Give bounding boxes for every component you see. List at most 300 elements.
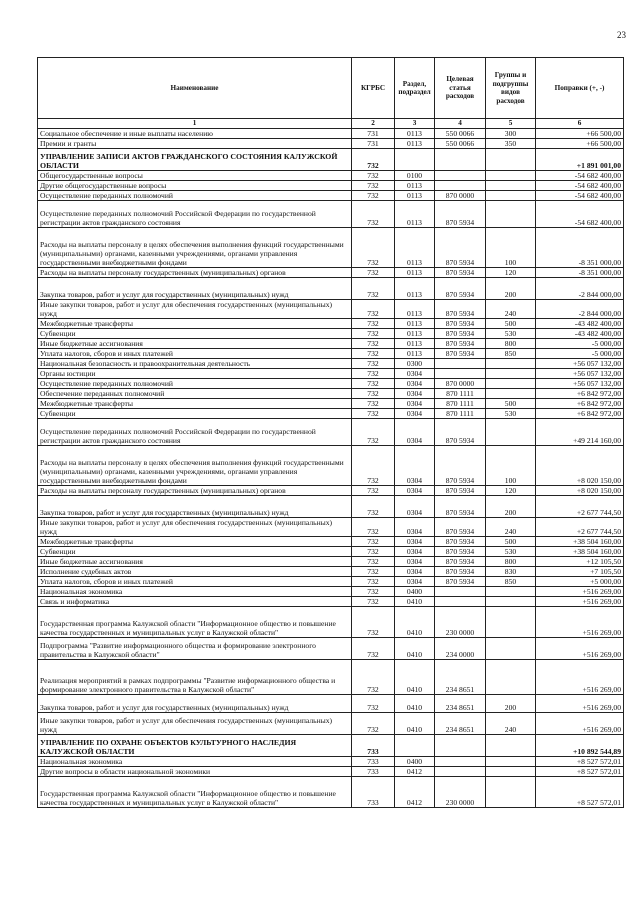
header-amendments: Поправки (+, -) [536, 58, 624, 119]
table-row [38, 537, 624, 547]
table-row [38, 228, 624, 268]
cell-section: 0113 [395, 268, 435, 278]
cell-name: Национальная экономика [38, 757, 352, 767]
cell-target [435, 597, 486, 607]
cell-group [486, 638, 536, 660]
cell-section: 0300 [395, 359, 435, 369]
table-header-row [38, 58, 624, 119]
cell-amount: +49 214 160,00 [536, 419, 624, 446]
cell-target: 870 5934 [435, 201, 486, 228]
budget-amendments-table [37, 57, 624, 808]
cell-name: Органы юстиции [38, 369, 352, 379]
col-number: 5 [486, 119, 536, 129]
cell-amount: +2 677 744,50 [536, 496, 624, 518]
cell-kgrbs: 732 [352, 547, 395, 557]
cell-amount: -5 000,00 [536, 349, 624, 359]
cell-section: 0304 [395, 419, 435, 446]
cell-target: 870 5934 [435, 547, 486, 557]
cell-name: Иные бюджетные ассигнования [38, 557, 352, 567]
cell-section: 0412 [395, 767, 435, 777]
cell-amount: -54 682 400,00 [536, 171, 624, 181]
col-number: 1 [38, 119, 352, 129]
cell-group [486, 660, 536, 695]
cell-target: 870 5934 [435, 228, 486, 268]
cell-section: 0304 [395, 379, 435, 389]
table-row [38, 399, 624, 409]
cell-amount: +12 105,50 [536, 557, 624, 567]
cell-target: 230 0000 [435, 607, 486, 638]
cell-name: Расходы на выплаты персоналу в целях обеспечения выполнения функций государственными (муниципальными) органами, казенными учреждениями, органами управления государственными внебюджетными фондами [38, 228, 352, 268]
table-row [38, 695, 624, 713]
cell-section: 0410 [395, 597, 435, 607]
cell-name: Осуществление переданных полномочий Российской Федерации по государственной регистрации актов гражданского состояния [38, 419, 352, 446]
cell-amount: -43 482 400,00 [536, 319, 624, 329]
cell-target [435, 359, 486, 369]
cell-amount: +6 842 972,00 [536, 409, 624, 419]
cell-section: 0304 [395, 496, 435, 518]
cell-group: 830 [486, 567, 536, 577]
cell-kgrbs: 732 [352, 409, 395, 419]
cell-group: 240 [486, 518, 536, 537]
cell-amount: +516 269,00 [536, 638, 624, 660]
cell-section: 0410 [395, 607, 435, 638]
table-row [38, 129, 624, 139]
table-row [38, 735, 624, 757]
cell-name: Обеспечение переданных полномочий [38, 389, 352, 399]
cell-name: Субвенции [38, 547, 352, 557]
cell-target [435, 587, 486, 597]
cell-name: УПРАВЛЕНИЕ ПО ОХРАНЕ ОБЪЕКТОВ КУЛЬТУРНОГО НАСЛЕДИЯ КАЛУЖСКОЙ ОБЛАСТИ [38, 735, 352, 757]
cell-section: 0304 [395, 389, 435, 399]
cell-target [435, 757, 486, 767]
table-row [38, 329, 624, 339]
cell-target: 234 8651 [435, 695, 486, 713]
cell-name: Иные закупки товаров, работ и услуг для обеспечения государственных (муниципальных) нужд [38, 518, 352, 537]
header-groups: Группы и подгруппы видов расходов [486, 58, 536, 119]
table-row [38, 278, 624, 300]
cell-group: 200 [486, 278, 536, 300]
cell-kgrbs: 732 [352, 557, 395, 567]
table-row [38, 557, 624, 567]
cell-amount: -8 351 000,00 [536, 228, 624, 268]
cell-group [486, 607, 536, 638]
cell-target [435, 149, 486, 171]
cell-kgrbs: 732 [352, 695, 395, 713]
cell-name: Другие вопросы в области национальной экономики [38, 767, 352, 777]
cell-kgrbs: 732 [352, 389, 395, 399]
cell-target: 870 5934 [435, 496, 486, 518]
cell-name: Иные бюджетные ассигнования [38, 339, 352, 349]
cell-amount: +6 842 972,00 [536, 399, 624, 409]
cell-target: 870 5934 [435, 567, 486, 577]
col-number: 2 [352, 119, 395, 129]
cell-group [486, 171, 536, 181]
cell-name: Закупка товаров, работ и услуг для государственных (муниципальных) нужд [38, 278, 352, 300]
cell-amount: +516 269,00 [536, 607, 624, 638]
cell-name: Социальное обеспечение и иные выплаты населению [38, 129, 352, 139]
cell-target: 870 5934 [435, 537, 486, 547]
cell-kgrbs: 732 [352, 349, 395, 359]
cell-amount: +8 527 572,01 [536, 757, 624, 767]
cell-group [486, 359, 536, 369]
cell-name: УПРАВЛЕНИЕ ЗАПИСИ АКТОВ ГРАЖДАНСКОГО СОСТОЯНИЯ КАЛУЖСКОЙ ОБЛАСТИ [38, 149, 352, 171]
cell-amount: +8 527 572,01 [536, 777, 624, 808]
cell-section: 0412 [395, 777, 435, 808]
cell-amount: +8 020 150,00 [536, 446, 624, 486]
cell-section: 0100 [395, 171, 435, 181]
table-row [38, 777, 624, 808]
cell-amount: +56 057 132,00 [536, 379, 624, 389]
cell-target: 870 5934 [435, 278, 486, 300]
cell-kgrbs: 732 [352, 567, 395, 577]
table-row [38, 607, 624, 638]
cell-section: 0113 [395, 319, 435, 329]
cell-section: 0304 [395, 446, 435, 486]
cell-amount: +38 504 160,00 [536, 537, 624, 547]
cell-name: Закупка товаров, работ и услуг для государственных (муниципальных) нужд [38, 496, 352, 518]
cell-kgrbs: 733 [352, 767, 395, 777]
cell-section: 0113 [395, 201, 435, 228]
table-row [38, 577, 624, 587]
cell-kgrbs: 732 [352, 228, 395, 268]
cell-kgrbs: 732 [352, 399, 395, 409]
cell-kgrbs: 732 [352, 587, 395, 597]
cell-kgrbs: 732 [352, 329, 395, 339]
cell-kgrbs: 733 [352, 757, 395, 767]
cell-section: 0400 [395, 757, 435, 767]
cell-target: 870 5934 [435, 329, 486, 339]
page-number: 23 [617, 30, 626, 40]
cell-amount: +516 269,00 [536, 713, 624, 735]
cell-amount: -54 682 400,00 [536, 201, 624, 228]
cell-section: 0113 [395, 349, 435, 359]
cell-group: 100 [486, 446, 536, 486]
cell-kgrbs: 732 [352, 369, 395, 379]
cell-kgrbs: 732 [352, 446, 395, 486]
cell-amount: +56 057 132,00 [536, 359, 624, 369]
cell-name: Общегосударственные вопросы [38, 171, 352, 181]
cell-target: 870 0000 [435, 191, 486, 201]
table-row [38, 201, 624, 228]
cell-name: Связь и информатика [38, 597, 352, 607]
table-row [38, 389, 624, 399]
cell-target [435, 767, 486, 777]
table-row [38, 496, 624, 518]
col-number: 6 [536, 119, 624, 129]
cell-kgrbs: 732 [352, 496, 395, 518]
table-row [38, 767, 624, 777]
cell-group: 530 [486, 547, 536, 557]
table-row [38, 713, 624, 735]
cell-kgrbs: 731 [352, 139, 395, 149]
cell-name: Субвенции [38, 409, 352, 419]
cell-group [486, 597, 536, 607]
cell-kgrbs: 733 [352, 735, 395, 757]
cell-group: 350 [486, 139, 536, 149]
cell-section: 0304 [395, 537, 435, 547]
cell-target: 870 5934 [435, 349, 486, 359]
table-row [38, 660, 624, 695]
cell-name: Реализация мероприятий в рамках подпрограммы "Развитие информационного общества и формирование электронного правительства в Калужской области" [38, 660, 352, 695]
cell-target: 870 5934 [435, 319, 486, 329]
table-row [38, 319, 624, 329]
cell-section [395, 149, 435, 171]
cell-name: Уплата налогов, сборов и иных платежей [38, 349, 352, 359]
cell-kgrbs: 732 [352, 149, 395, 171]
cell-target: 870 5934 [435, 268, 486, 278]
cell-target: 870 5934 [435, 486, 486, 496]
cell-group [486, 379, 536, 389]
table-row [38, 369, 624, 379]
cell-amount: +516 269,00 [536, 695, 624, 713]
cell-group: 200 [486, 695, 536, 713]
cell-group [486, 735, 536, 757]
cell-name: Национальная безопасность и правоохранительная деятельность [38, 359, 352, 369]
cell-target: 870 5934 [435, 577, 486, 587]
cell-name: Национальная экономика [38, 587, 352, 597]
cell-target: 550 0066 [435, 129, 486, 139]
cell-target: 870 5934 [435, 446, 486, 486]
cell-section: 0113 [395, 339, 435, 349]
cell-group: 120 [486, 486, 536, 496]
cell-section: 0304 [395, 518, 435, 537]
cell-target: 234 0000 [435, 638, 486, 660]
cell-name: Государственная программа Калужской области "Информационное общество и повышение качества государственных и муниципальных услуг в Калужской области" [38, 777, 352, 808]
cell-group [486, 181, 536, 191]
cell-target: 870 0000 [435, 379, 486, 389]
cell-name: Осуществление переданных полномочий [38, 379, 352, 389]
cell-kgrbs: 732 [352, 419, 395, 446]
table-row [38, 181, 624, 191]
table-row [38, 419, 624, 446]
cell-group: 500 [486, 319, 536, 329]
cell-group: 530 [486, 409, 536, 419]
table-row [38, 300, 624, 319]
cell-section: 0113 [395, 228, 435, 268]
cell-group [486, 149, 536, 171]
cell-group [486, 201, 536, 228]
table-row [38, 518, 624, 537]
cell-group [486, 777, 536, 808]
cell-target [435, 171, 486, 181]
cell-kgrbs: 732 [352, 268, 395, 278]
cell-group: 120 [486, 268, 536, 278]
table-row [38, 587, 624, 597]
cell-amount: -2 844 000,00 [536, 278, 624, 300]
cell-target: 234 8651 [435, 713, 486, 735]
cell-name: Государственная программа Калужской области "Информационное общество и повышение качества государственных и муниципальных услуг в Калужской области" [38, 607, 352, 638]
cell-target: 870 5934 [435, 518, 486, 537]
cell-section: 0304 [395, 577, 435, 587]
cell-section: 0304 [395, 567, 435, 577]
cell-section: 0410 [395, 660, 435, 695]
cell-section: 0410 [395, 638, 435, 660]
cell-section: 0304 [395, 486, 435, 496]
table-row [38, 191, 624, 201]
table-row [38, 409, 624, 419]
cell-amount: -43 482 400,00 [536, 329, 624, 339]
cell-kgrbs: 732 [352, 638, 395, 660]
table-row [38, 486, 624, 496]
cell-group: 200 [486, 496, 536, 518]
cell-amount: +1 891 001,00 [536, 149, 624, 171]
table-row [38, 379, 624, 389]
cell-target: 234 8651 [435, 660, 486, 695]
cell-amount: +10 892 544,89 [536, 735, 624, 757]
cell-kgrbs: 732 [352, 518, 395, 537]
col-number: 4 [435, 119, 486, 129]
cell-group: 800 [486, 557, 536, 567]
cell-target: 870 1111 [435, 389, 486, 399]
cell-name: Исполнение судебных актов [38, 567, 352, 577]
cell-target: 550 0066 [435, 139, 486, 149]
cell-kgrbs: 732 [352, 359, 395, 369]
header-name: Наименование [38, 58, 352, 119]
cell-target: 870 1111 [435, 399, 486, 409]
cell-section: 0410 [395, 695, 435, 713]
cell-kgrbs: 732 [352, 278, 395, 300]
cell-group: 500 [486, 537, 536, 547]
cell-amount: -54 682 400,00 [536, 191, 624, 201]
cell-group [486, 587, 536, 597]
cell-group [486, 389, 536, 399]
cell-amount: +516 269,00 [536, 587, 624, 597]
cell-group: 240 [486, 300, 536, 319]
cell-name: Другие общегосударственные вопросы [38, 181, 352, 191]
cell-name: Межбюджетные трансферты [38, 319, 352, 329]
cell-section: 0304 [395, 409, 435, 419]
table-row [38, 359, 624, 369]
cell-section: 0113 [395, 181, 435, 191]
cell-target: 870 5934 [435, 339, 486, 349]
cell-section: 0113 [395, 191, 435, 201]
cell-group: 240 [486, 713, 536, 735]
cell-amount: -2 844 000,00 [536, 300, 624, 319]
cell-amount: +66 500,00 [536, 139, 624, 149]
cell-kgrbs: 732 [352, 607, 395, 638]
table-row [38, 597, 624, 607]
cell-section: 0113 [395, 139, 435, 149]
cell-group: 800 [486, 339, 536, 349]
cell-kgrbs: 732 [352, 379, 395, 389]
table-row [38, 446, 624, 486]
cell-name: Расходы на выплаты персоналу государственных (муниципальных) органов [38, 268, 352, 278]
cell-name: Расходы на выплаты персоналу государственных (муниципальных) органов [38, 486, 352, 496]
cell-kgrbs: 732 [352, 486, 395, 496]
cell-kgrbs: 732 [352, 537, 395, 547]
cell-kgrbs: 732 [352, 597, 395, 607]
cell-name: Осуществление переданных полномочий Российской Федерации по государственной регистрации актов гражданского состояния [38, 201, 352, 228]
cell-section: 0113 [395, 329, 435, 339]
table-row [38, 757, 624, 767]
cell-name: Межбюджетные трансферты [38, 399, 352, 409]
cell-target: 870 1111 [435, 409, 486, 419]
cell-name: Субвенции [38, 329, 352, 339]
cell-name: Подпрограмма "Развитие информационного общества и формирование электронного правительства в Калужской области" [38, 638, 352, 660]
cell-kgrbs: 732 [352, 300, 395, 319]
cell-target: 870 5934 [435, 300, 486, 319]
cell-amount: -8 351 000,00 [536, 268, 624, 278]
cell-name: Межбюджетные трансферты [38, 537, 352, 547]
cell-group: 100 [486, 228, 536, 268]
cell-name: Иные закупки товаров, работ и услуг для обеспечения государственных (муниципальных) нужд [38, 713, 352, 735]
cell-group [486, 369, 536, 379]
cell-kgrbs: 732 [352, 191, 395, 201]
cell-target: 230 0000 [435, 777, 486, 808]
cell-target [435, 735, 486, 757]
cell-target: 870 5934 [435, 419, 486, 446]
cell-amount: +6 842 972,00 [536, 389, 624, 399]
cell-amount: +5 000,00 [536, 577, 624, 587]
cell-section: 0304 [395, 547, 435, 557]
cell-amount: -5 000,00 [536, 339, 624, 349]
cell-group: 850 [486, 577, 536, 587]
cell-name: Уплата налогов, сборов и иных платежей [38, 577, 352, 587]
cell-amount: +8 020 150,00 [536, 486, 624, 496]
cell-group: 850 [486, 349, 536, 359]
cell-kgrbs: 731 [352, 129, 395, 139]
cell-kgrbs: 732 [352, 181, 395, 191]
table-row [38, 139, 624, 149]
cell-name: Иные закупки товаров, работ и услуг для обеспечения государственных (муниципальных) нужд [38, 300, 352, 319]
cell-amount: +516 269,00 [536, 660, 624, 695]
cell-target [435, 181, 486, 191]
cell-target [435, 369, 486, 379]
cell-section: 0113 [395, 129, 435, 139]
header-kgrbs: КГРБС [352, 58, 395, 119]
table-row [38, 149, 624, 171]
cell-name: Закупка товаров, работ и услуг для государственных (муниципальных) нужд [38, 695, 352, 713]
cell-group [486, 419, 536, 446]
table-row [38, 268, 624, 278]
cell-section: 0400 [395, 587, 435, 597]
cell-amount: +2 677 744,50 [536, 518, 624, 537]
cell-group: 300 [486, 129, 536, 139]
table-row [38, 547, 624, 557]
table-body [38, 129, 624, 808]
cell-kgrbs: 732 [352, 201, 395, 228]
cell-kgrbs: 733 [352, 777, 395, 808]
cell-kgrbs: 732 [352, 339, 395, 349]
cell-amount: +7 105,50 [536, 567, 624, 577]
cell-amount: +38 504 160,00 [536, 547, 624, 557]
cell-section: 0304 [395, 369, 435, 379]
cell-group [486, 757, 536, 767]
column-numbers-row [38, 119, 624, 129]
cell-section: 0113 [395, 278, 435, 300]
col-number: 3 [395, 119, 435, 129]
cell-section: 0304 [395, 557, 435, 567]
cell-group [486, 191, 536, 201]
cell-amount: -54 682 400,00 [536, 181, 624, 191]
cell-group: 500 [486, 399, 536, 409]
table-row [38, 638, 624, 660]
cell-name: Премии и гранты [38, 139, 352, 149]
cell-kgrbs: 732 [352, 171, 395, 181]
table-row [38, 567, 624, 577]
cell-group [486, 767, 536, 777]
cell-target: 870 5934 [435, 557, 486, 567]
cell-name: Осуществление переданных полномочий [38, 191, 352, 201]
header-target: Целевая статья расходов [435, 58, 486, 119]
cell-section: 0304 [395, 399, 435, 409]
cell-amount: +8 527 572,01 [536, 767, 624, 777]
table-row [38, 171, 624, 181]
cell-kgrbs: 732 [352, 713, 395, 735]
cell-name: Расходы на выплаты персоналу в целях обеспечения выполнения функций государственными (муниципальными) органами, казенными учреждениями, органами управления государственными внебюджетными фондами [38, 446, 352, 486]
cell-kgrbs: 732 [352, 660, 395, 695]
cell-amount: +516 269,00 [536, 597, 624, 607]
